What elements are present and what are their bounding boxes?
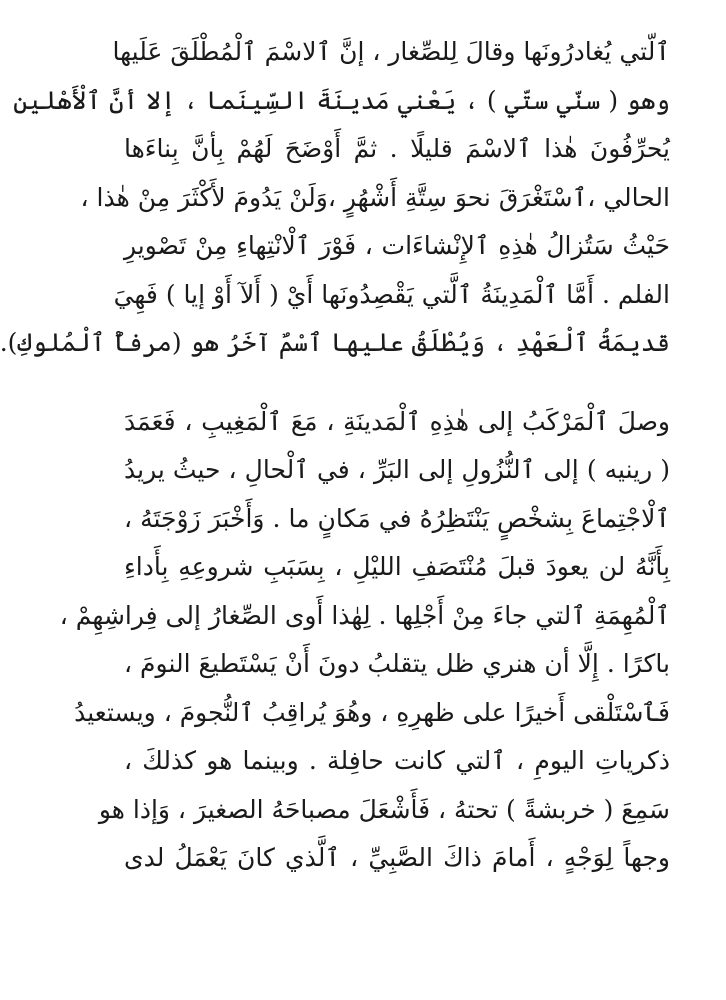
text-line: باكرًا . إِلَّا أن هنري ظل يتقلبُ دونَ أَنْ يَسْتَطيعَ النومَ ، <box>124 649 670 678</box>
text-line: وصلَ ٱلْمَرْكَبُ إلى هٰذِهِ ٱلْمَدينَةِ ، مَعَ ٱلْمَغِيبِ ، فَعَمَدَ <box>124 406 670 436</box>
text-line: بِأَنَّهُ لن يعودَ قبلَ مُنْتَصَفِ الليْلِ ، بِسَبَبِ شروعِهِ بِأَداءِ <box>124 552 670 581</box>
text-line: ٱلْمُهِمَةِ ٱلتي جاءَ مِنْ أَجْلِها . لِهٰذا أَوى الصِّغارُ إلى فِراشِهِمْ ، <box>59 600 670 630</box>
text-line: حَيْثُ سَتُزالُ هٰذِهِ ٱلإِنْشاءَات ، فَوْرَ ٱلْانْتِهاءِ مِنْ تَصْويرِ <box>124 231 670 260</box>
paragraph-gap <box>124 368 670 398</box>
text-line: وجهاً لِوَجْهٍ ، أَمامَ ذاكَ الصَّبِيِّ ، ٱلَّذي كانَ يَعْمَلُ لدى <box>124 843 670 872</box>
paragraph-2 <box>59 398 670 883</box>
text-line: الفلم . أَمَّا ٱلْمَدِينَةُ ٱلَّتي يَقْصِدُونَها أَيْ ( أَلآ أَوْ إيا ) فَهِيَ <box>113 279 670 309</box>
text-line: ٱلّتي يُغادرُونَها وقالَ لِلصِّغار ، إنَّ ٱلاسْمَ ٱلْمُطْلَقَ عَلَيها <box>112 37 670 66</box>
text-line: وهو ( سنّي ستّي ) ، يَعْني مَدينَةَ السِّينَما ، إلا أنَّ ٱلْأَهْلين <box>13 85 670 115</box>
text-line: الحالي ،ٱسْتَغْرَقَ نحوَ سِتَّةِ أَشْهُرٍ ،وَلَنْ يَدُومَ لأَكْثَرَ مِنْ هٰذا ، <box>80 182 670 212</box>
paragraph-1 <box>0 28 670 368</box>
text-line: ( رينيه ) إلى ٱلنُّزُولِ إلى البَرِّ ، في ٱلْحالِ ، حيثُ يريدُ <box>124 455 670 484</box>
text-line: فَٱسْتَلْقى أَخيرًا على ظهرِهِ ، وهُوَ يُراقِبُ ٱلنُّجومَ ، ويستعيدُ <box>74 697 670 727</box>
text-line: قديمَةُ ٱلْعَهْدِ ، وَيُطْلَقُ عليها ٱسْمٌ آخَرُ هو (مرفأُ ٱلْمُلوكِ). <box>0 328 670 357</box>
text-line: ذكرياتِ اليومِ ، ٱلتي كانت حافِلة . وبينما هو كذلكَ ، <box>124 746 670 775</box>
text-line: سَمِعَ ( خربشةً ) تحتهُ ، فَأَشْعَلَ مصباحَهُ الصغيرَ ، وَإذا هو <box>98 794 670 824</box>
text-line: يُحرِّفُونَ هٰذا ٱلاسْمَ قليلًا . ثمَّ أَوْضَحَ لَهُمْ بِأنَّ بِناءَها <box>124 134 670 163</box>
text-line: ٱلْاجْتِماعَ بِشخْصٍ يَنْتَظِرُهُ في مَكانٍ ما . وَأَخْبَرَ زَوْجَتَهُ ، <box>124 503 670 533</box>
